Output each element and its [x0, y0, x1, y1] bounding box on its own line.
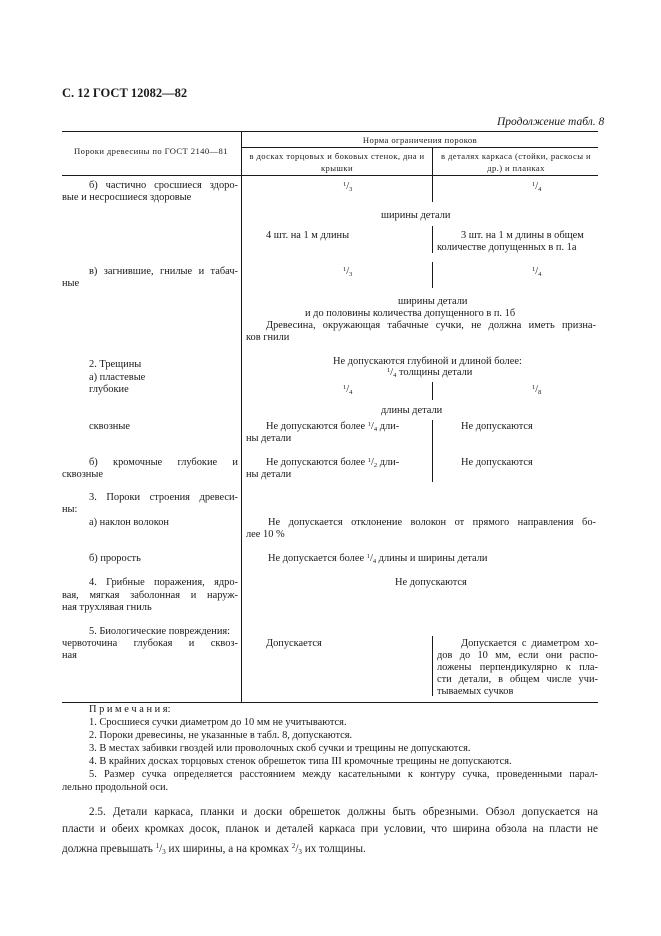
- col2-value-line2: ны детали: [246, 433, 292, 444]
- col3-header: в деталях каркаса (стойки, раскосы и др.) и планках: [441, 151, 591, 173]
- note-item: 1. Сросшиеся сучки диаметром до 10 мм не учитываются.: [89, 717, 347, 728]
- table-divider: [432, 226, 433, 253]
- note-item: 4. В крайних досках торцовых стенок обрешеток типа III кромочные трещины не допускаются.: [89, 756, 512, 767]
- paragraph-line1: 2.5. Детали каркаса, планки и доски обрешеток должны быть обрезными. Обзол допускается на: [89, 806, 598, 818]
- table-divider: [432, 382, 433, 400]
- col2-value-line2: ны детали: [246, 469, 292, 480]
- note-item: 5. Размер сучка определяется расстоянием между касательными к контуру сучка, проведенными парал-: [89, 769, 598, 780]
- col2-value: 4 шт. на 1 м длины: [266, 230, 350, 241]
- defect-r4-line1: сквозные: [89, 421, 130, 432]
- col3-value-line1: 3 шт. на 1 м длины в общем: [461, 230, 584, 241]
- defect-r3-line1: 2. Трещины: [89, 359, 142, 370]
- col3-value-line3: ложены перпендикулярно к пла-: [437, 662, 598, 673]
- defect-r5-line2: сквозные: [62, 469, 103, 480]
- note-item: 3. В местах забивки гвоздей или проволочных скоб сучки и трещины не допускаются.: [89, 743, 471, 754]
- span-text: и до половины количества допущенного в п. 1б: [305, 308, 516, 319]
- table-divider: [432, 262, 433, 288]
- table-continuation-label: Продолжение табл. 8: [497, 116, 605, 128]
- span-text: ширины детали: [381, 210, 451, 221]
- col3-value-line2: дов до 10 мм, если они распо-: [437, 650, 598, 661]
- col1-header: Пороки древесины по ГОСТ 2140—81: [74, 146, 228, 156]
- defect-r9-line2: червоточина глубокая и сквоз-: [62, 638, 238, 649]
- paragraph-line2: пласти и обеих кромках досок, планок и деталей каркаса при условии, что ширина обзола на пласти не: [62, 823, 598, 835]
- table-bottom-rule: [62, 702, 598, 703]
- col2-value: Не допускаются более $^1/_2$ дли-: [266, 457, 400, 469]
- table-header-divider: [432, 147, 433, 175]
- span-text: Не допускаются глубиной и длиной более:: [333, 356, 522, 367]
- col2-value: Не допускаются более $^1/_4$ дли-: [266, 421, 400, 433]
- table-divider: [432, 175, 433, 202]
- col2-value: Допускается: [266, 638, 322, 649]
- defect-r2-line2: ные: [62, 278, 80, 289]
- span-text: ков гнили: [246, 332, 290, 343]
- note-item-continuation: лельно продольной оси.: [62, 782, 169, 793]
- fraction-value: $^1/_4$: [343, 384, 353, 396]
- col3-value: Не допускаются: [461, 421, 533, 432]
- defect-r1-line1: б) частично сросшиеся здоро-: [89, 180, 238, 191]
- table-group-rule: [241, 147, 598, 148]
- table-col1-divider: [241, 131, 242, 702]
- table-header-rule: [62, 175, 598, 176]
- defect-r6-line1: 3. Пороки строения древеси-: [89, 492, 238, 503]
- fraction-value: $^1/_4$: [532, 181, 542, 193]
- span-text: Не допускается более $^1/_4$ длины и ширины детали: [268, 553, 488, 565]
- col2-header: в досках торцовых и боковых стенок, дна и крышки: [249, 151, 425, 173]
- span-text: Не допускается отклонение волокон от прямого направления бо-: [268, 517, 596, 528]
- span-text: ширины детали: [398, 296, 468, 307]
- defect-r3-line2: а) пластевые: [89, 372, 146, 383]
- page-header: С. 12 ГОСТ 12082—82: [62, 86, 188, 100]
- notes-title: П р и м е ч а н и я:: [89, 704, 171, 715]
- fraction-value: $^1/_4$: [532, 266, 542, 278]
- fraction-text: $^1/_4$ толщины детали: [387, 367, 473, 379]
- col3-value-line5: тываемых сучков: [437, 686, 514, 697]
- defect-r8-line2: вая, мягкая заболонная и наруж-: [62, 590, 238, 601]
- defect-r8-line3: ная трухлявая гниль: [62, 602, 152, 613]
- group-header: Норма ограничения пороков: [362, 135, 478, 145]
- col3-value-line2: количестве допущенных в п. 1а: [437, 242, 577, 253]
- defect-r9-line1: 5. Биологические повреждения:: [89, 626, 231, 637]
- span-text: Древесина, окружающая табачные сучки, не должна иметь призна-: [266, 320, 596, 331]
- defect-r1-line2: вые и несросшиеся здоровые: [62, 192, 192, 203]
- span-text: лее 10 %: [246, 529, 285, 540]
- defect-r7-line1: б) прорость: [89, 553, 141, 564]
- span-text: Не допускаются: [395, 577, 467, 588]
- table-top-rule: [62, 131, 598, 132]
- span-text: длины детали: [381, 405, 443, 416]
- fraction-value: $^1/_3$: [343, 266, 353, 278]
- col3-value: Не допускаются: [461, 457, 533, 468]
- col3-value-line1: Допускается с диаметром хо-: [461, 638, 598, 649]
- defect-r3-line3: глубокие: [89, 384, 129, 395]
- fraction-value: $^1/_8$: [532, 384, 542, 396]
- defect-r5-line1: б) кромочные глубокие и: [89, 457, 238, 468]
- defect-r8-line1: 4. Грибные поражения, ядро-: [89, 577, 238, 588]
- defect-r6-line2: ны:: [62, 504, 78, 515]
- table-divider: [432, 420, 433, 482]
- defect-r2-line1: в) загнившие, гнилые и табач-: [89, 266, 238, 277]
- defect-r6-line3: а) наклон волокон: [89, 517, 169, 528]
- paragraph-line3: должна превышать $^1/_3$ их ширины, а на кромках $^2/_3$ их толщины.: [62, 842, 366, 856]
- col3-value-line4: сти детали, в общем числе учи-: [437, 674, 598, 685]
- note-item: 2. Пороки древесины, не указанные в табл. 8, допускаются.: [89, 730, 353, 741]
- fraction-value: $^1/_3$: [343, 181, 353, 193]
- defect-r9-line3: ная: [62, 650, 77, 661]
- table-divider: [432, 636, 433, 696]
